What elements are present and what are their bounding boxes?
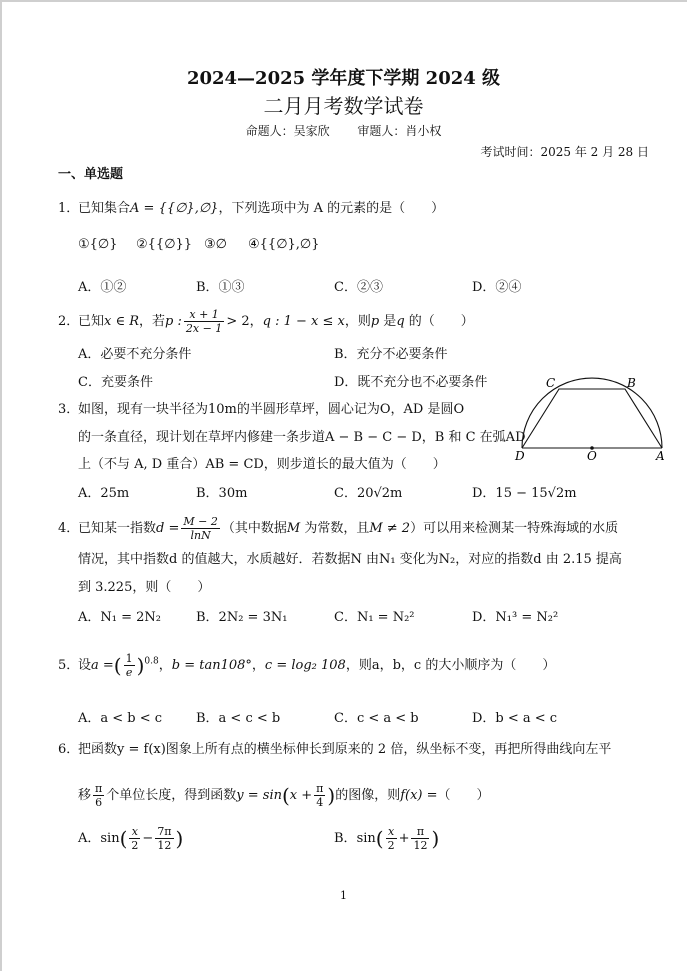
q6-fraction xyxy=(314,782,325,809)
q6-text: （ ） xyxy=(437,788,490,803)
setter-info xyxy=(0,122,687,139)
page-edge-left xyxy=(0,0,2,971)
question-3-line3: 上（不与 A, D 重合）AB = CD，则步道长的最大值为（ ） xyxy=(78,457,446,472)
q5-option-d: D．b < a < c xyxy=(472,711,558,726)
q2-math: q : 1 − x ≤ x xyxy=(262,314,345,329)
q3-option-b: B．30m xyxy=(196,486,248,501)
q6-fraction xyxy=(386,825,397,852)
q6-text: 移 xyxy=(78,788,92,803)
q1-text-b: ，下列选项中为 A 的元素的是（ ） xyxy=(218,201,445,216)
q5-text: ，则a，b，c 的大小顺序为（ ） xyxy=(345,658,556,673)
q6-fraction xyxy=(93,782,104,809)
q1-item: ④{{∅},∅} xyxy=(248,237,320,252)
q6-paren: ( xyxy=(119,826,128,851)
exam-title-line1: 2024—2025 学年度下学期 2024 级 xyxy=(186,68,501,89)
fraction-denominator: lnN xyxy=(190,529,211,542)
question-4-line2: 情况，其中指数d 的值越大，水质越好．若数据N 由N₁ 变化为N₂，对应的指数d 由 2.15 提高 xyxy=(78,552,622,567)
q1-set-expr: A = {{∅},∅} xyxy=(130,201,219,216)
q1-item: ①{∅} xyxy=(78,237,118,252)
q2-option-c: C．充要条件 xyxy=(78,375,153,390)
fraction-numerator: x xyxy=(386,825,397,839)
fraction-denominator: e xyxy=(125,666,133,679)
q2-option-a: A．必要不充分条件 xyxy=(78,347,192,362)
q5-text: ， xyxy=(251,658,265,673)
q6-math: f(x) = xyxy=(400,788,438,803)
q6-text: 把函数y = f(x)图象上所有点的横坐标伸长到原来的 2 倍，纵坐标不变，再把所得曲线向左平 xyxy=(78,742,612,757)
q4-math: M xyxy=(286,521,301,536)
q3-option-d: D．15 − 15√2m xyxy=(472,486,577,501)
q4-text: 为常数，且 xyxy=(300,521,370,536)
option-label: B． xyxy=(334,831,357,846)
label-c: C xyxy=(546,376,556,390)
q4-option-c: C．N₁ = N₂² xyxy=(334,610,415,625)
exam-title-line2: 二月月考数学试卷 xyxy=(263,94,424,118)
q6-math: + xyxy=(398,831,410,846)
q3-option-c: C．20√2m xyxy=(334,486,403,501)
q4-option-d: D．N₁³ = N₂² xyxy=(472,610,559,625)
q1-option-c: C．②③ xyxy=(334,280,383,295)
q5-option-a: A．a < b < c xyxy=(78,711,163,726)
q6-math: y = sin xyxy=(236,788,282,803)
q2-text: ，则 xyxy=(344,314,371,329)
setter-name: 命题人：吴家欣 xyxy=(245,124,330,138)
fraction-numerator: x xyxy=(129,825,140,839)
q6-paren: ) xyxy=(175,826,184,851)
fraction-numerator: 7π xyxy=(157,825,172,838)
q6-option-a xyxy=(78,825,183,852)
fraction-numerator: M − 2 xyxy=(183,515,218,528)
q6-text: 个单位长度，得到函数 xyxy=(106,788,237,803)
q6-option-b xyxy=(334,825,439,852)
q6-math: − xyxy=(142,831,154,846)
q1-item: ③∅ xyxy=(204,237,227,252)
question-3-line1 xyxy=(58,398,464,417)
q3-option-a: A．25m xyxy=(78,486,130,501)
q5-text: ， xyxy=(158,658,172,673)
q6-fraction xyxy=(411,825,429,852)
fraction-numerator: π xyxy=(95,782,103,795)
q6-math: sin xyxy=(100,831,120,846)
q2-text: 是 xyxy=(379,314,397,329)
question-number: 1． xyxy=(58,201,80,216)
fraction-denominator: 4 xyxy=(316,796,324,809)
label-a: A xyxy=(656,449,665,462)
q1-text-a: 已知集合 xyxy=(78,201,131,216)
page-number: 1 xyxy=(340,889,347,902)
question-6-line2 xyxy=(78,782,490,809)
q2-math: p : xyxy=(165,314,182,329)
q4-fraction xyxy=(181,515,219,542)
reviewer-name: 审题人：肖小权 xyxy=(357,124,442,138)
fraction-numerator: 1 xyxy=(125,652,133,665)
q5-exponent: 0.8 xyxy=(144,656,159,667)
q1-item: ②{{∅}} xyxy=(136,237,193,252)
fraction-numerator: x + 1 xyxy=(184,308,224,322)
fraction-denominator: 2 xyxy=(131,839,139,852)
q1-option-a: A．①② xyxy=(78,280,127,295)
q4-option-b: B．2N₂ = 3N₁ xyxy=(196,610,288,625)
q6-math: x + xyxy=(289,788,313,803)
q2-fraction xyxy=(184,308,224,335)
fraction-denominator: 2 xyxy=(387,839,395,852)
question-4-line1 xyxy=(58,515,618,542)
label-o: O xyxy=(587,449,597,462)
q4-math: d = xyxy=(156,521,180,536)
q4-math: M ≠ 2 xyxy=(369,521,411,536)
q6-text: 的图像，则 xyxy=(335,788,401,803)
q4-text: （其中数据 xyxy=(221,521,287,536)
q2-option-b: B．充分不必要条件 xyxy=(334,347,448,362)
question-4-line3: 到 3.225，则（ ） xyxy=(78,580,211,595)
page-edge-top xyxy=(0,0,687,2)
question-number: 6． xyxy=(58,742,80,757)
section-heading: 一、单选题 xyxy=(58,167,124,182)
label-b: B xyxy=(627,376,636,390)
q5-option-b: B．a < c < b xyxy=(196,711,281,726)
q1-option-b: B．①③ xyxy=(196,280,245,295)
q5-math: b = tan108° xyxy=(171,658,252,673)
q2-option-d: D．既不充分也不必要条件 xyxy=(334,375,488,390)
q4-text: ）可以用来检测某一特殊海域的水质 xyxy=(410,521,619,536)
q6-fraction xyxy=(129,825,140,852)
option-label: A． xyxy=(78,831,101,846)
q6-paren: ) xyxy=(327,783,336,808)
label-d: D xyxy=(515,449,525,462)
q2-math: x ∈ R xyxy=(104,314,140,329)
q2-text: 的（ ） xyxy=(404,314,474,329)
semicircle-figure xyxy=(512,372,672,462)
q5-option-c: C．c < a < b xyxy=(334,711,419,726)
question-number: 5． xyxy=(58,658,80,673)
fraction-numerator: π xyxy=(316,782,324,795)
q5-text: 设 xyxy=(78,658,92,673)
q3-text: 如图，现有一块半径为10m的半圆形草坪，圆心记为O，AD 是圆O xyxy=(78,402,465,417)
question-number: 4． xyxy=(58,521,80,536)
q4-text: 已知某一指数 xyxy=(78,521,157,536)
q6-fraction xyxy=(155,825,173,852)
q1-option-d: D．②④ xyxy=(472,280,522,295)
q6-paren: ( xyxy=(281,783,290,808)
q6-math: sin xyxy=(356,831,376,846)
question-number: 2． xyxy=(58,314,80,329)
q5-fraction xyxy=(124,652,135,679)
q6-paren: ) xyxy=(431,826,440,851)
q5-paren: ( xyxy=(113,653,122,678)
q5-paren: ) xyxy=(136,653,145,678)
question-number: 3． xyxy=(58,402,80,417)
q2-text: > 2， xyxy=(226,314,263,329)
q2-math: p xyxy=(370,314,380,329)
q6-paren: ( xyxy=(375,826,384,851)
fraction-numerator: π xyxy=(411,825,429,839)
fraction-denominator: 12 xyxy=(157,839,172,852)
question-3-line2: 的一条直径，现计划在草坪内修建一条步道A − B − C − D，B 和 C 在弧AD xyxy=(78,430,526,445)
question-2-stem xyxy=(58,308,474,335)
fraction-denominator: 12 xyxy=(413,839,428,852)
fraction-denominator: 6 xyxy=(95,796,103,809)
q2-text: 已知 xyxy=(78,314,105,329)
q5-math: a = xyxy=(91,658,114,673)
q5-math: c = log₂ 108 xyxy=(264,658,346,673)
q2-math: q xyxy=(396,314,405,329)
question-1-stem xyxy=(58,197,444,216)
exam-time: 考试时间：2025 年 2 月 28 日 xyxy=(480,145,649,159)
fraction-denominator: 2x − 1 xyxy=(185,322,223,335)
q2-text: ，若 xyxy=(139,314,166,329)
question-5-stem xyxy=(58,652,555,679)
q4-option-a: A．N₁ = 2N₂ xyxy=(78,610,161,625)
question-6-line1 xyxy=(58,738,611,757)
